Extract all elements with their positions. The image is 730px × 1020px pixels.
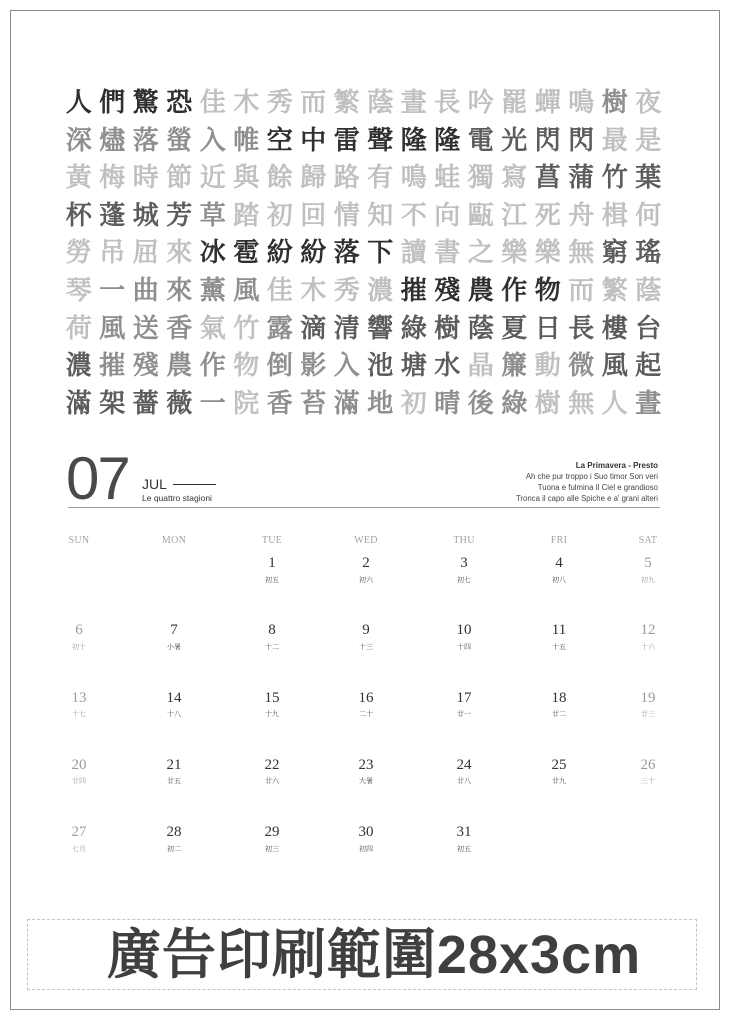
calendar-day-1 bbox=[232, 554, 312, 585]
poem-char: 香 bbox=[166, 313, 193, 344]
calendar-day-26 bbox=[608, 756, 688, 787]
poem-char: 之 bbox=[467, 238, 494, 269]
day-number: 15 bbox=[264, 689, 280, 706]
poem-char: 送 bbox=[132, 313, 159, 344]
calendar-day-7 bbox=[134, 621, 214, 652]
poem-char: 窮 bbox=[601, 238, 628, 269]
poem-char: 清 bbox=[333, 313, 360, 344]
lunar-date: 初八 bbox=[552, 576, 566, 584]
poem-char: 光 bbox=[501, 125, 528, 156]
calendar-day-10 bbox=[424, 621, 504, 652]
poem-char: 無 bbox=[568, 388, 595, 419]
poem-char: 秀 bbox=[333, 275, 360, 306]
weekday-header-thu: THU bbox=[453, 535, 475, 546]
poem-char: 芳 bbox=[166, 200, 193, 231]
poem-char: 近 bbox=[199, 163, 226, 194]
poem-char: 長 bbox=[434, 88, 461, 118]
poem-char: 院 bbox=[233, 388, 260, 419]
poem-char: 蛙 bbox=[434, 163, 461, 194]
poem-char: 舟 bbox=[568, 200, 595, 231]
poem-char: 向 bbox=[434, 200, 461, 231]
poem-char: 而 bbox=[300, 88, 327, 118]
poem-char: 水 bbox=[434, 351, 461, 382]
calendar-day-15 bbox=[232, 689, 312, 720]
ad-area-label: 廣告印刷範圍28x3cm bbox=[106, 924, 642, 985]
poem-char: 入 bbox=[333, 351, 360, 382]
day-number: 12 bbox=[640, 622, 656, 639]
lunar-date: 初十 bbox=[72, 643, 86, 651]
poem-char: 夏 bbox=[501, 313, 528, 344]
poem-char: 簾 bbox=[501, 351, 528, 382]
day-number: 23 bbox=[358, 756, 374, 773]
poem-char: 死 bbox=[534, 200, 561, 231]
poem-char: 晝 bbox=[400, 88, 427, 118]
lunar-date: 廿三 bbox=[641, 711, 655, 718]
poem-char: 驚 bbox=[132, 88, 159, 118]
poem-char: 罷 bbox=[501, 88, 528, 118]
poem-char: 繁 bbox=[333, 88, 360, 118]
quote-title: La Primavera - Presto bbox=[575, 460, 658, 470]
calendar-day-5 bbox=[608, 554, 688, 585]
poem-char: 竹 bbox=[601, 163, 628, 194]
month-abbr-row bbox=[142, 477, 216, 491]
day-number: 27 bbox=[71, 824, 87, 840]
poem-char: 日 bbox=[534, 313, 561, 344]
lunar-date: 十八 bbox=[167, 711, 181, 718]
lunar-date: 廿九 bbox=[552, 778, 566, 786]
poem-char: 人 bbox=[601, 388, 628, 419]
poem-char: 摧 bbox=[99, 351, 126, 382]
ad-area bbox=[27, 919, 697, 990]
calendar-day-28 bbox=[134, 823, 214, 854]
poem-char: 帷 bbox=[233, 125, 260, 156]
lunar-date: 初四 bbox=[359, 845, 373, 853]
day-number: 30 bbox=[358, 824, 374, 840]
quote-block bbox=[516, 460, 658, 504]
day-number: 13 bbox=[71, 689, 87, 706]
poem-char: 荷 bbox=[65, 313, 92, 344]
poem-char: 夜 bbox=[635, 88, 662, 118]
poem-char: 楫 bbox=[601, 200, 628, 231]
poem-char: 中 bbox=[300, 125, 327, 156]
day-number: 20 bbox=[71, 756, 87, 773]
poem-char: 空 bbox=[266, 125, 293, 156]
poem-char: 蔭 bbox=[367, 88, 394, 118]
poem-char: 風 bbox=[233, 275, 260, 306]
poem-char: 殘 bbox=[132, 351, 159, 382]
poem-char: 濃 bbox=[367, 275, 394, 306]
lunar-date: 初六 bbox=[359, 576, 373, 584]
poem-char: 冰 bbox=[199, 238, 226, 269]
calendar-day-14 bbox=[134, 689, 214, 720]
lunar-date: 初二 bbox=[167, 845, 181, 853]
day-number: 10 bbox=[456, 622, 472, 639]
poem-char: 物 bbox=[233, 351, 260, 382]
day-number: 29 bbox=[264, 824, 280, 840]
poem-char: 而 bbox=[568, 275, 595, 306]
day-number: 24 bbox=[456, 756, 472, 773]
poem-char: 知 bbox=[367, 200, 394, 231]
poem-char: 入 bbox=[199, 125, 226, 156]
poem-char: 滿 bbox=[333, 388, 360, 419]
poem-char: 晴 bbox=[434, 388, 461, 419]
weekday-header-fri: FRI bbox=[550, 535, 568, 546]
poem-char: 晶 bbox=[467, 351, 494, 382]
poem-char: 佳 bbox=[199, 88, 226, 118]
calendar-day-17 bbox=[424, 689, 504, 720]
poem-char: 木 bbox=[300, 275, 327, 306]
calendar-day-18 bbox=[519, 689, 599, 720]
day-number: 8 bbox=[268, 622, 276, 639]
calendar-day-30 bbox=[326, 823, 406, 854]
poem-char: 閃 bbox=[568, 125, 595, 156]
poem-char: 歸 bbox=[300, 163, 327, 194]
poem-char: 閃 bbox=[534, 125, 561, 156]
poem-char: 氣 bbox=[199, 313, 226, 344]
poem-char: 樹 bbox=[434, 313, 461, 344]
calendar-day-4 bbox=[519, 554, 599, 585]
poem-char: 薔 bbox=[132, 388, 159, 419]
day-number: 11 bbox=[551, 622, 567, 639]
quote-line: Ah che pur troppo i Suo timor Son veri bbox=[525, 471, 658, 481]
poem-char: 們 bbox=[99, 88, 126, 118]
day-number: 2 bbox=[362, 555, 370, 571]
poem-char: 架 bbox=[99, 388, 126, 419]
day-number: 22 bbox=[264, 756, 280, 773]
poem-char: 樹 bbox=[601, 88, 628, 118]
lunar-date: 三十 bbox=[641, 778, 655, 786]
poem-char: 餘 bbox=[266, 163, 293, 194]
poem-char: 不 bbox=[400, 200, 427, 231]
poem-char: 回 bbox=[300, 200, 327, 231]
poem-char: 綠 bbox=[400, 313, 427, 344]
weekday-header-mon: MON bbox=[161, 535, 187, 546]
poem-char: 作 bbox=[199, 351, 226, 382]
poem-char: 樹 bbox=[534, 388, 561, 419]
lunar-date: 十三 bbox=[359, 643, 373, 651]
poem-char: 琴 bbox=[65, 275, 92, 306]
calendar-day-8 bbox=[232, 621, 312, 652]
poem-char: 池 bbox=[367, 351, 394, 382]
poem-char: 屈 bbox=[132, 238, 159, 269]
lunar-date: 初九 bbox=[641, 576, 655, 584]
poem-char: 濃 bbox=[65, 351, 92, 382]
poem-char: 佳 bbox=[266, 275, 293, 306]
lunar-date: 十六 bbox=[641, 643, 655, 651]
day-number: 14 bbox=[166, 689, 182, 706]
poem-char: 秀 bbox=[266, 88, 293, 118]
day-number: 26 bbox=[640, 756, 656, 773]
day-number: 28 bbox=[166, 824, 182, 840]
day-number: 18 bbox=[551, 689, 567, 706]
poem-char: 露 bbox=[266, 313, 293, 344]
day-number: 7 bbox=[170, 622, 178, 639]
lunar-date: 十二 bbox=[265, 643, 279, 651]
calendar-day-24 bbox=[424, 756, 504, 787]
poem-char: 無 bbox=[568, 238, 595, 269]
poem-char: 蓬 bbox=[99, 200, 126, 231]
poem-char: 農 bbox=[467, 275, 494, 306]
calendar-day-31 bbox=[424, 823, 504, 854]
lunar-date: 十九 bbox=[265, 711, 279, 718]
calendar-subtitle: Le quattro stagioni bbox=[142, 493, 212, 503]
poem-char: 有 bbox=[367, 163, 394, 194]
day-number: 25 bbox=[551, 756, 567, 773]
poem-grid bbox=[62, 85, 665, 423]
poem-char: 梅 bbox=[99, 163, 126, 194]
calendar bbox=[0, 530, 730, 860]
poem-char: 來 bbox=[166, 275, 193, 306]
poem-char: 城 bbox=[132, 200, 159, 231]
poem-char: 蔭 bbox=[635, 275, 662, 306]
poem-char: 與 bbox=[233, 163, 260, 194]
poem-char: 動 bbox=[534, 351, 561, 382]
poem-char: 微 bbox=[568, 351, 595, 382]
poem-char: 草 bbox=[199, 200, 226, 231]
poem-char: 聲 bbox=[367, 125, 394, 156]
poem-char: 薇 bbox=[166, 388, 193, 419]
poem-char: 落 bbox=[132, 125, 159, 156]
day-number: 4 bbox=[555, 555, 563, 571]
poem-char: 蔭 bbox=[467, 313, 494, 344]
poem-char: 竹 bbox=[233, 313, 260, 344]
poem-char: 倒 bbox=[266, 351, 293, 382]
day-number: 6 bbox=[75, 622, 83, 639]
lunar-date: 廿四 bbox=[72, 778, 86, 786]
poem-char: 影 bbox=[300, 351, 327, 382]
poem-char: 菖 bbox=[534, 163, 561, 194]
weekday-header-sat: SAT bbox=[638, 535, 658, 546]
poem-char: 響 bbox=[367, 313, 394, 344]
poem-char: 曲 bbox=[132, 275, 159, 306]
poem-char: 燼 bbox=[99, 125, 126, 156]
day-number: 19 bbox=[640, 689, 656, 706]
poem-char: 時 bbox=[132, 163, 159, 194]
poem-char: 書 bbox=[434, 238, 461, 269]
poem-char: 長 bbox=[568, 313, 595, 344]
lunar-date: 初三 bbox=[265, 845, 279, 853]
calendar-day-2 bbox=[326, 554, 406, 585]
poem-char: 情 bbox=[333, 200, 360, 231]
poem-char: 薰 bbox=[199, 275, 226, 306]
lunar-date: 初五 bbox=[457, 845, 471, 853]
poem-char: 電 bbox=[467, 125, 494, 156]
poem-char: 落 bbox=[333, 238, 360, 269]
lunar-date: 二十 bbox=[359, 711, 373, 718]
poem-char: 勞 bbox=[65, 238, 92, 269]
poem-char: 後 bbox=[467, 388, 494, 419]
calendar-day-20 bbox=[39, 756, 119, 787]
poem-char: 路 bbox=[333, 163, 360, 194]
weekday-header-wed: WED bbox=[354, 535, 378, 546]
poem-char: 蒲 bbox=[568, 163, 595, 194]
lunar-date: 初七 bbox=[457, 576, 471, 584]
poem-char: 樂 bbox=[501, 238, 528, 269]
poem-char: 來 bbox=[166, 238, 193, 269]
header-divider bbox=[68, 507, 660, 508]
poem-char: 黃 bbox=[65, 163, 92, 194]
calendar-day-9 bbox=[326, 621, 406, 652]
lunar-date: 廿八 bbox=[457, 778, 471, 786]
poem-char: 滿 bbox=[65, 388, 92, 419]
poem-char: 隆 bbox=[434, 125, 461, 156]
poem-char: 獨 bbox=[467, 163, 494, 194]
poem-char: 隆 bbox=[400, 125, 427, 156]
lunar-date: 十五 bbox=[552, 643, 566, 651]
day-number: 31 bbox=[456, 824, 472, 840]
lunar-date: 十四 bbox=[457, 643, 471, 651]
lunar-date: 十七 bbox=[72, 711, 86, 718]
poem-char: 雹 bbox=[233, 238, 260, 269]
calendar-day-12 bbox=[608, 621, 688, 652]
poem-char: 樓 bbox=[601, 313, 628, 344]
poem-char: 農 bbox=[166, 351, 193, 382]
poem-char: 苔 bbox=[300, 388, 327, 419]
poem-char: 鳴 bbox=[400, 163, 427, 194]
lunar-date: 廿六 bbox=[265, 778, 279, 786]
month-rule bbox=[173, 484, 216, 485]
poem-char: 人 bbox=[65, 88, 92, 118]
poem-char: 深 bbox=[65, 125, 92, 156]
poem-char: 風 bbox=[601, 351, 628, 382]
poem-char: 杯 bbox=[65, 200, 92, 231]
poem-char: 一 bbox=[99, 275, 126, 306]
lunar-date: 廿五 bbox=[167, 778, 181, 786]
poem-char: 何 bbox=[635, 200, 662, 231]
poem-char: 殘 bbox=[434, 275, 461, 306]
poem-char: 台 bbox=[635, 313, 662, 344]
poem-char: 紛 bbox=[266, 238, 293, 269]
poem-char: 繁 bbox=[601, 275, 628, 306]
poem-char: 吊 bbox=[99, 238, 126, 269]
poem-char: 最 bbox=[601, 125, 628, 156]
poem-char: 甌 bbox=[467, 200, 494, 231]
lunar-date: 大暑 bbox=[359, 778, 373, 786]
day-number: 16 bbox=[358, 689, 374, 706]
calendar-day-21 bbox=[134, 756, 214, 787]
calendar-day-6 bbox=[39, 621, 119, 652]
quote-line: Tuona e fulmina Il Ciel e grandioso bbox=[537, 482, 658, 492]
weekday-header-tue: TUE bbox=[261, 535, 283, 546]
poem-char: 螢 bbox=[166, 125, 193, 156]
poem-char: 作 bbox=[501, 275, 528, 306]
poem-char: 吟 bbox=[467, 88, 494, 118]
poem-char: 香 bbox=[266, 388, 293, 419]
day-number: 1 bbox=[268, 555, 276, 571]
poem-char: 鳴 bbox=[568, 88, 595, 118]
weekday-header-sun: SUN bbox=[68, 535, 90, 546]
poem-char: 起 bbox=[635, 351, 662, 382]
poem-char: 一 bbox=[199, 388, 226, 419]
lunar-date: 初五 bbox=[265, 576, 279, 584]
calendar-day-3 bbox=[424, 554, 504, 585]
quote-line: Tronca il capo alle Spiche e a' grani alteri bbox=[515, 493, 658, 503]
calendar-day-13 bbox=[39, 689, 119, 720]
calendar-day-25 bbox=[519, 756, 599, 787]
poem-char: 江 bbox=[501, 200, 528, 231]
lunar-date: 廿一 bbox=[457, 711, 471, 718]
calendar-day-27 bbox=[39, 823, 119, 854]
poem-char: 雷 bbox=[333, 125, 360, 156]
month-abbr: JUL bbox=[142, 476, 167, 492]
poem-char: 晝 bbox=[635, 388, 662, 419]
day-number: 17 bbox=[456, 689, 472, 706]
lunar-date: 小暑 bbox=[167, 643, 181, 651]
poem-char: 風 bbox=[99, 313, 126, 344]
calendar-day-16 bbox=[326, 689, 406, 720]
poem-char: 地 bbox=[367, 388, 394, 419]
poem-char: 葉 bbox=[635, 163, 662, 194]
poem-char: 紛 bbox=[300, 238, 327, 269]
poem-char: 木 bbox=[233, 88, 260, 118]
calendar-day-19 bbox=[608, 689, 688, 720]
poem-char: 節 bbox=[166, 163, 193, 194]
calendar-day-22 bbox=[232, 756, 312, 787]
poem-char: 寫 bbox=[501, 163, 528, 194]
poem-char: 是 bbox=[635, 125, 662, 156]
poem-char: 塘 bbox=[400, 351, 427, 382]
poem-char: 摧 bbox=[400, 275, 427, 306]
poem-char: 踏 bbox=[233, 200, 260, 231]
day-number: 5 bbox=[644, 555, 652, 571]
poem-char: 初 bbox=[400, 388, 427, 419]
month-number: 07 bbox=[66, 445, 129, 512]
poem-char: 恐 bbox=[166, 88, 193, 118]
calendar-day-11 bbox=[519, 621, 599, 652]
poem-char: 讀 bbox=[400, 238, 427, 269]
day-number: 9 bbox=[362, 622, 370, 639]
poem-char: 物 bbox=[534, 275, 561, 306]
calendar-day-29 bbox=[232, 823, 312, 854]
poem-char: 初 bbox=[266, 200, 293, 231]
poem-char: 下 bbox=[367, 238, 394, 269]
poem-char: 瑤 bbox=[635, 238, 662, 269]
poem-char: 滴 bbox=[300, 313, 327, 344]
lunar-date: 廿二 bbox=[552, 711, 566, 718]
calendar-day-23 bbox=[326, 756, 406, 787]
poem-char: 樂 bbox=[534, 238, 561, 269]
day-number: 3 bbox=[460, 555, 468, 571]
poem-char: 蟬 bbox=[534, 88, 561, 118]
day-number: 21 bbox=[166, 756, 182, 773]
lunar-date: 七月 bbox=[72, 845, 86, 853]
poem-char: 綠 bbox=[501, 388, 528, 419]
